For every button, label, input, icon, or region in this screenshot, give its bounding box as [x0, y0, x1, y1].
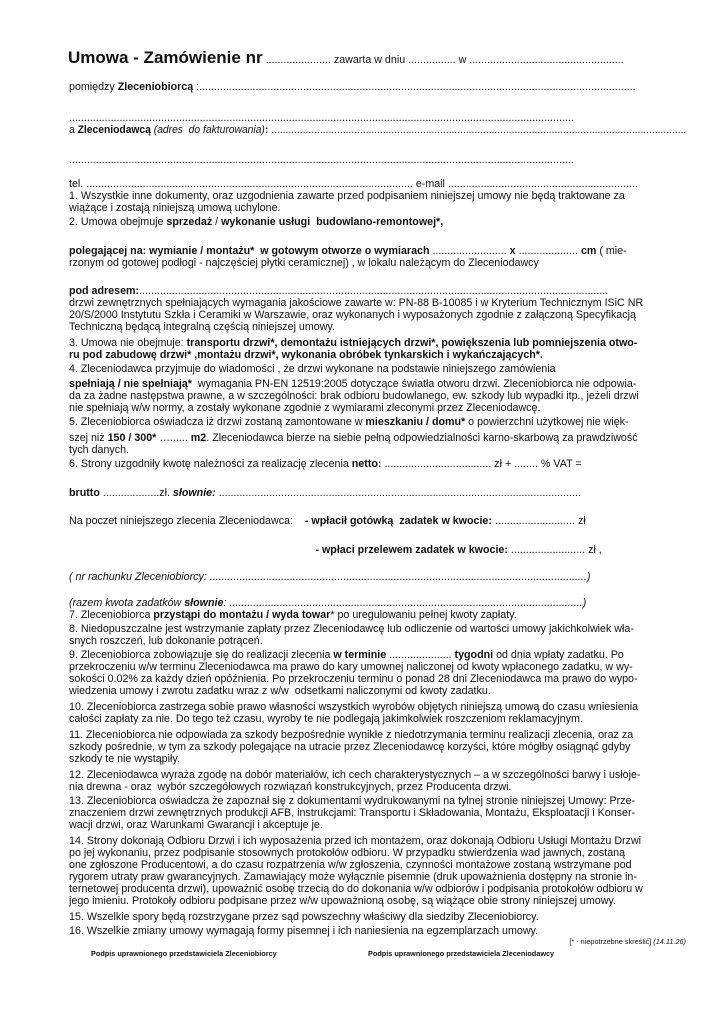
text-segment: pomiędzy [69, 81, 118, 93]
text-segment: drzwi zewnętrznych spełniających wymagania jakościowe zawarte w: PN-88 B-10085 i w Kryterium Technicznym ISiC NR [69, 297, 644, 309]
text-segment: cm [580, 245, 597, 257]
text-line [69, 925, 538, 937]
text-segment: rygorem utraty praw gwarancyjnych. Zamawiający może wyłącznie pisemnie (druk upoważnienia dostępny na stronie in- [69, 871, 637, 883]
text-line [69, 685, 491, 697]
text-segment [69, 544, 315, 556]
text-segment: .............................................................................................................................................................. [139, 285, 609, 297]
text-line [69, 363, 556, 375]
text-line [69, 713, 583, 725]
text-line [69, 297, 643, 309]
text-segment: (adres do fakturowania) [150, 124, 265, 136]
text-segment: …...... [156, 432, 191, 444]
text-segment: w terminie [333, 649, 387, 661]
text-segment: 15. Wszelkie spory będą rozstrzygane przez sąd powszechny właściwy dla siedziby Zleceniobiorcy. [69, 911, 539, 923]
text-segment: przekroczeniu w/w terminu Zleceniodawca ma prawo do kary umownej naliczonej od kwoty wpłaconego zadatku, w wy- [69, 661, 633, 673]
document-title [68, 48, 624, 68]
text-segment: polegającej na: wymianie / montażu* w gotowym otworze o wymiarach [69, 245, 430, 257]
text-line [69, 178, 638, 190]
text-segment: ternetowej producenta drzwi), upoważnić osobę trzecią do do dokonania w/w odbiorów i podpisania protokołów odbioru w [69, 883, 643, 895]
text-segment: szej niż [69, 432, 108, 444]
text-line [69, 202, 281, 214]
text-segment: ...................zł. [99, 487, 173, 499]
text-line [69, 416, 629, 428]
text-segment: tel. .............................................................................................................. e-mail ................................................................ [69, 178, 638, 190]
text-segment: od dnia wpłaty zadatku. Po [493, 649, 624, 661]
text-line [69, 285, 608, 297]
text-segment: ( nr rachunku Zleceniobiorcy: ...............................................................................................................................) [69, 571, 591, 583]
text-line [69, 544, 602, 556]
text-segment: znaczeniem drzwi zewnętrznych produkcji AFB, instrukcjami: Transportu i Składowania, Montażu, Eksploatacji i Konser- [69, 807, 636, 819]
text-segment: 14. Strony dokonają Odbioru Drzwi i ich wyposażenia przed ich montażem, oraz dokonają Odbioru Usługi Montażu Drzwi [69, 835, 642, 847]
text-segment: rzonym od gotowej podłogi - najczęściej płytki ceramicznej) , w lokalu należącym do Zleceniodawcy [69, 257, 539, 269]
title-main: Umowa - Zamówienie nr [68, 48, 263, 67]
text-segment: 12. Zleceniodawca wyraża zgodę na dobór materiałów, ich cech charakterystycznych – a w szczególności barwy i usłoje- [69, 769, 641, 781]
text-segment: - wpłaci przelewem zadatek w kwocie: [315, 544, 508, 556]
text-segment: 20/S/2000 Instytutu Szkła i Ceramiki w Warszawie, oraz wykonanych i wyposażonych zgodnie z załączoną Specyfikacją [69, 309, 636, 321]
text-line [69, 729, 633, 741]
text-line [69, 819, 323, 831]
text-line [69, 701, 638, 713]
text-line [69, 635, 263, 647]
text-segment: .................................... zł + ........ % VAT = [381, 458, 582, 470]
text-segment: ........................... zł [491, 515, 586, 527]
text-segment: o powierzchni użytkowej nie więk- [465, 416, 629, 428]
text-segment: wiążące i zostają niniejszą umową uchylone. [69, 202, 281, 214]
text-segment: 9. Zleceniobiorca zobowiązuje się do realizacji zlecenia [69, 649, 334, 661]
text-segment: po jej wykonaniu, przez podpisanie stosownych protokołów odbioru. W przypadku stwierdzenia wad jawnych, zostaną [69, 847, 626, 859]
text-segment: * po uregulowaniu pełnej kwoty zapłaty. [330, 609, 517, 621]
text-segment: szkody pośrednie, w tym za szkody polegające na utracie przez Zleceniodawcę korzyści, które mógłby osiągnąć gdyby [69, 741, 631, 753]
text-segment: 16. Wszelkie zmiany umowy wymagają formy pisemnej i ich naniesienia na egzemplarzach umowy. [69, 925, 539, 937]
text-line [69, 847, 625, 859]
text-line [69, 487, 581, 499]
text-segment: słownie [184, 597, 224, 609]
text-line [69, 402, 540, 414]
text-segment: Zleceniodawcą [77, 124, 151, 136]
text-segment: Zleceniobiorcą [117, 81, 194, 93]
text-segment: wacji drzwi, oraz Warunkami Gwarancji i akceptuje je. [69, 819, 323, 831]
text-line [69, 337, 637, 349]
text-segment: : .......................................................................................................................) [223, 597, 587, 609]
text-segment: 3. Umowa nie obejmuje: [69, 337, 187, 349]
text-segment: . Zleceniodawca bierze na siebie pełną odpowiedzialności karno-skarbową za prawdziwość [206, 432, 638, 444]
text-segment: spełniają / nie spełniają* [69, 378, 192, 390]
text-line [69, 124, 686, 136]
text-segment: jego imieniu. Protokoły odbioru podpisane przez w/w upoważnioną osobę, są wiążące obie strony niniejszej umowy. [69, 895, 616, 907]
text-segment: szkody te nie wystąpiły. [69, 753, 180, 765]
text-segment: wykonanie usługi budowlano-remontowej*, [221, 216, 444, 228]
text-segment: a [69, 124, 78, 136]
text-segment: tych danych. [69, 444, 130, 456]
text-line [69, 835, 641, 847]
text-line [69, 859, 632, 871]
text-segment: m2 [190, 432, 207, 444]
text-line [69, 741, 630, 753]
text-segment: Techniczną będącą integralną częścią niniejszej umowy. [69, 321, 335, 333]
text-segment: wymagania PN-EN 12519:2005 dotyczące światła otworu drzwi. Zleceniobiorca nie odpowia- [191, 378, 637, 390]
text-line [69, 597, 586, 609]
text-segment: - wpłacił gotówką zadatek w kwocie: [304, 515, 492, 527]
text-line [69, 432, 638, 444]
text-segment: 7. Zleceniobiorca [69, 609, 154, 621]
text-line [69, 257, 539, 269]
text-line [69, 112, 574, 124]
text-line [69, 444, 129, 456]
text-segment: 10. Zleceniobiorca zastrzega sobie prawo własności wszystkich wyrobów objętych niniejszą umową do czasu wniesienia [69, 701, 639, 713]
text-segment: sokości 0.02% za każdy dzień opóźnienia. Po przekroczeniu terminu o ponad 28 dni Zleceniodawca ma prawo do wypo- [69, 673, 638, 685]
text-segment: (razem kwota zadatków [69, 597, 185, 609]
text-segment: 6. Strony uzgodniły kwotę należności za realizację zlecenia [69, 458, 352, 470]
text-segment: słownie: [172, 487, 216, 499]
text-segment: sprzedaż [166, 216, 213, 228]
text-segment: : [264, 124, 269, 136]
text-line [69, 378, 636, 390]
text-line [69, 673, 638, 685]
text-line [69, 571, 590, 583]
text-line [69, 349, 543, 361]
text-line [69, 309, 636, 321]
text-segment: wiedzenia umowy i zwrotu zadatku wraz z w/w odsetkami naliczonymi od kwoty zadatku. [69, 685, 491, 697]
text-segment: nie spełniają w/w normy, a zostały wykonane zgodnie z wymiarami zleconymi przez Zleceniodawcę. [69, 402, 541, 414]
text-segment: ru pod zabudowę drzwi* ,montażu drzwi*, wykonania obróbek tynkarskich i wykańczających*. [69, 349, 543, 361]
text-line [69, 623, 634, 635]
signature-client: Podpis uprawnionego przedstawiciela Zleceniodawcy [368, 949, 555, 958]
text-segment: 1. Wszystkie inne dokumenty, oraz uzgodnienia zawarte przed podpisaniem niniejszej umowy nie będą traktowane za [69, 190, 625, 202]
text-segment: ......................... [429, 245, 510, 257]
title-rest: ...................... zawarta w dniu ................ w .................................................... [262, 54, 624, 66]
text-segment: snych roszczeń, lub dokonanie potrąceń. [69, 635, 263, 647]
text-segment: ................................................................................................................................................. [268, 124, 687, 136]
text-segment: 13. Zleceniobiorca oświadcza że zapoznał się z dokumentami wydrukowanymi na tylnej stronie niniejszej Umowy: Prze- [69, 795, 636, 807]
text-segment: one zgłoszone Producentowi, a do czasu rozpatrzenia w/w zgłoszenia, czynności montażowe zostaną wstrzymane pod [69, 859, 632, 871]
text-line [69, 458, 582, 470]
text-segment: 4. Zleceniodawca przyjmuje do wiadomości , że drzwi wykonane na podstawie niniejszego zamówienia [69, 363, 556, 375]
text-line [69, 781, 512, 793]
footnote-text: [* - niepotrzebne skreślić] [569, 937, 654, 946]
footnote-date: (14.11.26) [653, 937, 686, 946]
text-line [69, 245, 627, 257]
text-line [69, 753, 180, 765]
text-segment: przystąpi do montażu / wyda towar [153, 609, 331, 621]
text-line [69, 390, 639, 402]
text-segment: ( mie- [596, 245, 627, 257]
text-segment: .......................................................................................................................................................................... [69, 112, 574, 124]
text-segment: ......................... zł , [507, 544, 602, 556]
text-segment: .......................................................................................................................................................................... [69, 154, 574, 166]
text-line [69, 807, 635, 819]
text-line [69, 883, 643, 895]
text-segment: .................... [515, 245, 581, 257]
text-line [69, 871, 637, 883]
text-segment: 2. Umowa obejmuje [69, 216, 167, 228]
text-line [69, 609, 517, 621]
text-line [69, 154, 574, 166]
text-segment: 11. Zleceniobiorca nie odpowiada za szkody bezpośrednie wynikłe z niedotrzymania terminu realizacji zlecenia, oraz za [69, 729, 634, 741]
text-segment: 150 / 300* [107, 432, 157, 444]
text-line [69, 769, 640, 781]
text-segment: nia drewna - oraz wybór szczegółowych rozwiązań konstrukcyjnych, przez Producenta drzwi. [69, 781, 512, 793]
text-segment: 8. Niedopuszczalne jest wstrzymanie zapłaty przez Zleceniodawcę lub odliczenie od wartości umowy jakichkolwiek wła- [69, 623, 634, 635]
text-segment: netto: [351, 458, 382, 470]
text-line [69, 81, 636, 93]
text-segment: transportu drzwi*, demontażu istniejących drzwi*, powiększenia lub pomniejszenia otwo- [186, 337, 638, 349]
text-segment: .......................................................................................................................... [215, 487, 581, 499]
text-line [69, 649, 624, 661]
text-segment: / [212, 216, 222, 228]
text-segment: 5. Zleceniobiorca oświadcza iż drzwi zostaną zamontowane w [69, 416, 366, 428]
text-segment: x [509, 245, 516, 257]
text-line [69, 911, 539, 923]
text-line [69, 515, 586, 527]
text-line [69, 661, 633, 673]
footnote [569, 937, 686, 946]
text-segment: całości zapłaty za nie. Do tego też czasu, wyroby te nie podlegają jakimkolwiek roszczeniom reklamacyjnym. [69, 713, 583, 725]
text-segment: da za żadne następstwa prawne, a w szczególności: brak odbioru budowlanego, ew. szkody lub wypadki itp., jeżeli drzwi [69, 390, 639, 402]
text-segment: ..................... [386, 649, 455, 661]
text-line [69, 216, 443, 228]
signature-contractor: Podpis uprawnionego przedstawiciela Zleceniobiorcy [91, 949, 277, 958]
text-segment: Na poczet niniejszego zlecenia Zleceniodawca: [69, 515, 305, 527]
text-line [69, 895, 616, 907]
text-segment: :................................................................................................................................................... [193, 81, 636, 93]
text-segment: brutto [69, 487, 100, 499]
text-line [69, 795, 635, 807]
text-segment: pod adresem: [69, 285, 140, 297]
text-line [69, 190, 625, 202]
text-line [69, 321, 335, 333]
text-segment: tygodni [454, 649, 494, 661]
text-segment: mieszkaniu / domu* [365, 416, 466, 428]
